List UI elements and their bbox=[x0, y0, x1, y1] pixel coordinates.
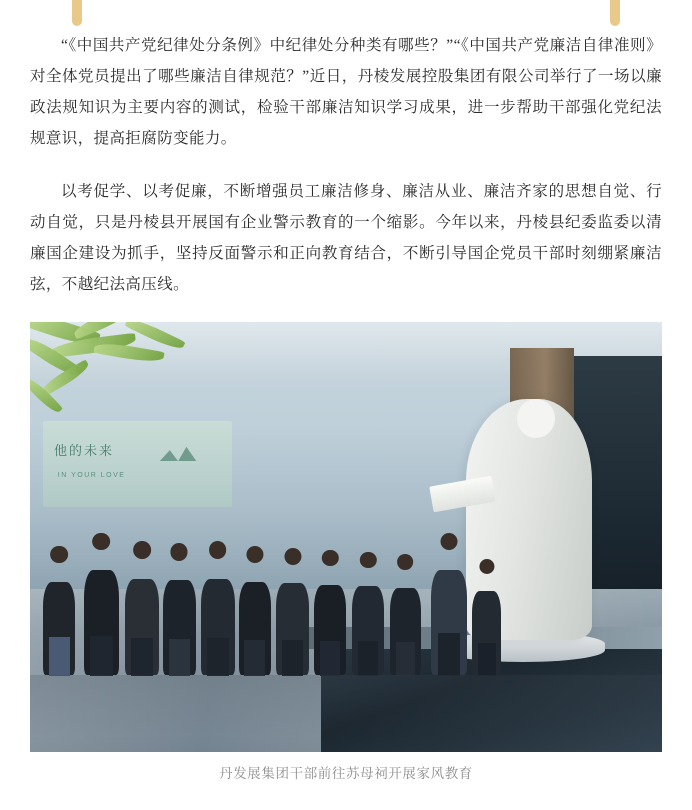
figure-caption: 丹发展集团干部前往苏母祠开展家风教育 bbox=[219, 766, 473, 781]
article-figure bbox=[30, 322, 662, 782]
wall-panel-subtext: IN YOUR LOVE bbox=[57, 472, 126, 480]
photo-ground-reflection bbox=[30, 675, 662, 752]
photo-person bbox=[352, 552, 384, 675]
photo-person bbox=[390, 554, 420, 674]
photo-person bbox=[239, 546, 272, 675]
photo-person bbox=[125, 541, 159, 674]
wall-panel-text: 他的未来 bbox=[54, 442, 115, 458]
photo-person bbox=[472, 559, 501, 675]
paragraph-1: “《中国共产党纪律处分条例》中纪律处分种类有哪些？”“《中国共产党廉洁自律准则》对全体党员提出了哪些廉洁自律规范？”近日，丹棱发展控股集团有限公司举行了一场以廉政法规知识为主要内容的测试，检验干部廉洁知识学习成果，进一步帮助干部强化党纪法规意识，提高拒腐防变能力。 bbox=[30, 37, 662, 147]
statue-head bbox=[517, 399, 555, 438]
photo-education-visit bbox=[30, 322, 662, 752]
photo-person bbox=[43, 546, 76, 675]
paragraph-2: 以考促学、以考促廉，不断增强员工廉洁修身、廉洁从业、廉洁齐家的思想自觉、行动自觉，只是丹棱县开展国有企业警示教育的一个缩影。今年以来，丹棱县纪委监委以清廉国企建设为抓手，坚持反面警示和正向教育结合，不断引导国企党员干部时刻绷紧廉洁弦，不越纪法高压线。 bbox=[30, 183, 662, 293]
photo-person-speaker bbox=[431, 533, 466, 675]
photo-person bbox=[163, 543, 196, 674]
photo-person bbox=[84, 533, 119, 675]
photo-person bbox=[276, 548, 309, 675]
mountain-graphic-icon bbox=[160, 443, 206, 461]
photo-person bbox=[201, 541, 235, 674]
bamboo-leaves-overlay bbox=[30, 322, 210, 436]
photo-person bbox=[314, 550, 346, 675]
